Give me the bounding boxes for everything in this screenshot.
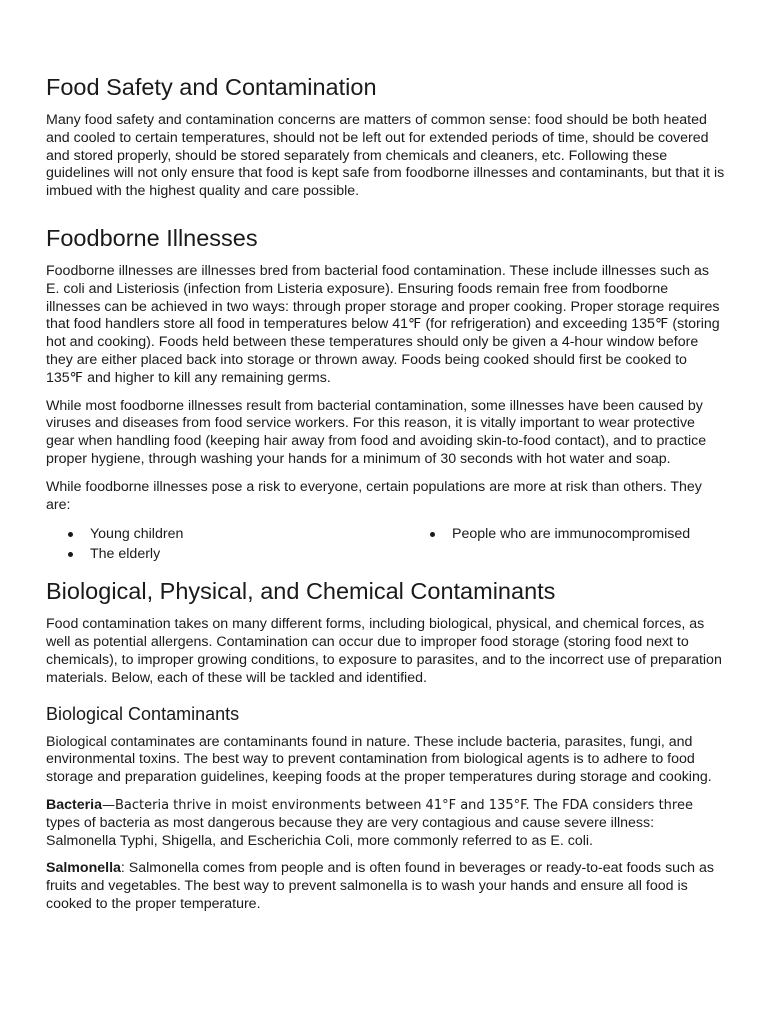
paragraph-bacteria xyxy=(46,797,726,850)
paragraph-contaminants: Food contamination takes on many different forms, including biological, physical, and chemical forces, as well as potential allergens. Contamination can occur due to improper food storage (storing food next to chemicals), to improper growing conditions, to exposure to parasites, and to the incorrect use of preparation materials. Below, each of these will be tackled and identified. xyxy=(46,616,722,686)
paragraph-biological: Biological contaminates are contaminants found in nature. These include bacteria, parasites, fungi, and environmental toxins. The best way to prevent contamination from biological agents is to adhere to food storage and preparation guidelines, keeping foods at the proper temperatures during storage and cooking. xyxy=(46,733,712,786)
bacteria-lead: —Bacteria thrive in moist environments between 41°F and 135°F. The FDA considers three xyxy=(102,797,693,813)
heading-contaminants: Biological, Physical, and Chemical Contaminants xyxy=(46,578,556,605)
heading-biological-contaminants: Biological Contaminants xyxy=(46,703,240,724)
paragraph-salmonella xyxy=(46,860,726,913)
paragraph-food-safety: Many food safety and contamination concerns are matters of common sense: food should be both heated and cooled to certain temperatures, should not be left out for extended periods of time, should be covered and stored properly, should be stored separately from chemicals and cleaners, etc. Following these guidelines will not only ensure that food is kept safe from foodborne illnesses and contaminants, but that it is imbued with the highest quality and care possible. xyxy=(46,112,725,200)
salmonella-term: Salmonella xyxy=(46,860,121,877)
document-page xyxy=(46,72,726,924)
at-risk-column-1 xyxy=(46,524,408,564)
at-risk-list xyxy=(46,524,726,564)
paragraph-foodborne-2: While most foodborne illnesses result from bacterial contamination, some illnesses have been caused by viruses and diseases from food service workers. For this reason, it is vitally important to wear protective gear when handling food (keeping hair away from food and avoiding skin-to-food contact), and to practice proper hygiene, through washing your hands for a minimum of 30 seconds with hot water and soap. xyxy=(46,397,707,467)
heading-foodborne-illnesses: Foodborne Illnesses xyxy=(46,224,258,251)
at-risk-column-2 xyxy=(408,524,690,564)
bacteria-term: Bacteria xyxy=(46,796,102,813)
salmonella-text: : Salmonella comes from people and is often found in beverages or ready-to-eat foods such as fruits and vegetables. The best way to prevent salmonella is to wash your hands and ensure all food is cooked to the proper temperature. xyxy=(46,860,714,912)
list-item: The elderly xyxy=(46,544,408,564)
paragraph-foodborne-1: Foodborne illnesses are illnesses bred from bacterial food contamination. These include illnesses such as E. coli and Listeriosis (infection from Listeria exposure). Ensuring foods remain free from foodborne illnesses can be achieved in two ways: through proper storage and proper cooking. Proper storage requires that food handlers store all food in temperatures below 41℉ (for refrigeration) and exceeding 135℉ (storing hot and cooking). Foods held between these temperatures should only be given a 4-hour window before they are either placed back into storage or thrown away. Foods being cooked should first be cooked to 135℉ and higher to kill any remaining germs. xyxy=(46,262,720,386)
bacteria-text: types of bacteria as most dangerous because they are very contagious and cause severe illness: Salmonella Typhi, Shigella, and Escherichia Coli, more commonly referred to as E. coli. xyxy=(46,814,655,849)
paragraph-foodborne-3: While foodborne illnesses pose a risk to everyone, certain populations are more at risk than others. They are: xyxy=(46,478,702,513)
list-item: People who are immunocompromised xyxy=(408,524,690,544)
list-item: Young children xyxy=(46,524,408,544)
heading-food-safety: Food Safety and Contamination xyxy=(46,74,377,100)
